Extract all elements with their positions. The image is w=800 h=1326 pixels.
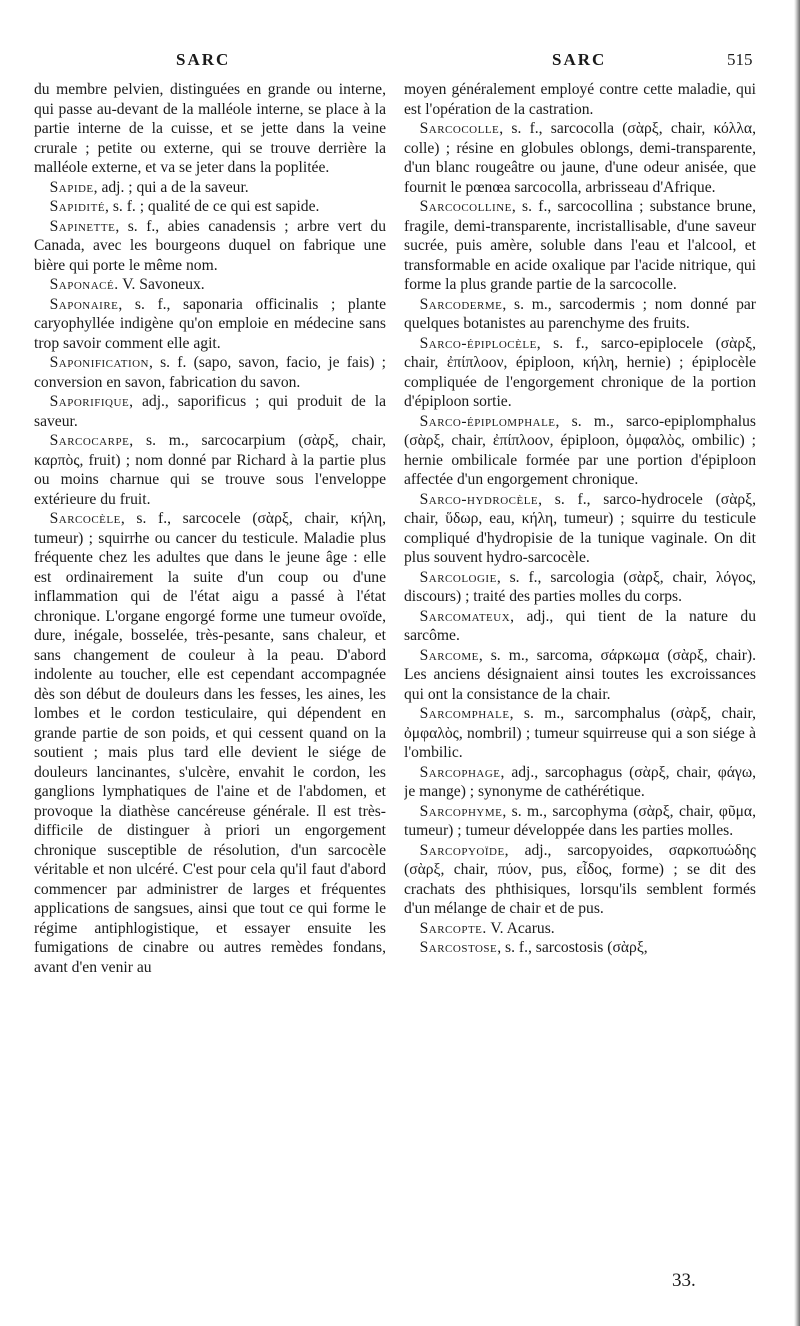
continued-text: [404, 80, 756, 119]
dictionary-entry: [404, 490, 756, 568]
entry-headword: Saponaire: [49, 295, 119, 313]
dictionary-entry: [34, 295, 386, 354]
right-column: [404, 80, 756, 1280]
entry-definition: , s. f., sarcocolla (σὰρξ, chair, κόλλα, colle) ; résine en globules oblongs, demi-transparente, d'un blanc rougeâtre ou jaune, d'une odeur anisée, que fournit le pœnœa sarcocolla, arbrisseau d'Afrique.: [404, 120, 756, 196]
entry-definition: , s. f. (sapo, savon, facio, je fais) ; conversion en savon, fabrication du savon.: [34, 354, 386, 391]
entry-headword: Sarcologie: [419, 568, 497, 586]
entry-headword: Sarcocèle: [49, 510, 121, 527]
entry-definition: moyen généralement employé contre cette maladie, qui est l'opération de la castration.: [404, 81, 756, 118]
running-head-left: SARC: [176, 50, 231, 69]
entry-definition: , s. m., sarcophyma (σὰρξ, chair, φῦμα, tumeur) ; tumeur développée dans les parties molles.: [404, 802, 756, 839]
entry-definition: , s. f., sarcocele (σὰρξ, chair, κήλη, tumeur) ; squirrhe ou cancer du testicule. Maladie plus fréquente chez les adultes que dans le jeune âge : elle est ordinairement la suite d'un coup ou d'une inflammation qui de l'état aigu a passé à l'état chronique. L'organe engorgé forme une tumeur ovoïde, dure, inégale, bosselée, très-pesante, sans chaleur, et sans changement de couleur à la peau. D'abord indolente au toucher, elle est cependant accompagnée dès son début de douleurs dans les fesses, les aines, les lombes et le cordon testiculaire, qui dépendent en grande partie de son poids, et qui cessent quand on la soutient ; mais plus tard elle devient le siége de douleurs lancinantes, s'ulcère, envahit le cordon, les ganglions lymphatiques de l'aine et de l'abdomen, et provoque la diathèse cancéreuse générale. Il est très-difficile de distinguer à priori un engorgement chronique susceptible de résolution, d'un sarcocèle véritable et non ulcéré. C'est pour cela qu'il faut d'abord commencer par administrer de larges et fréquentes applications de sangsues, ainsi que tout ce qui forme le régime antiphlogistique, et essayer ensuite les fumigations de cinabre ou autres remèdes fondans, avant d'en venir au: [34, 510, 386, 976]
entry-headword: Sarcomateux: [419, 607, 511, 625]
entry-definition: , adj., qui tient de la nature du sarcôme.: [404, 607, 756, 644]
entry-headword: Sapide: [49, 178, 94, 196]
signature-mark: 33.: [672, 1270, 696, 1291]
entry-headword: Saponacé.: [49, 276, 119, 293]
entry-headword: Saponification: [49, 354, 149, 371]
entry-headword: Sapinette: [49, 217, 116, 235]
dictionary-entry: [34, 509, 386, 977]
entry-headword: Sarcocarpe: [49, 432, 130, 449]
dictionary-entry: [404, 334, 756, 412]
entry-headword: Sarcophage: [419, 763, 501, 781]
entry-definition: , s. f., sarco-epiplocele (σὰρξ, chair, ἐπίπλοον, épiploon, κήλη, hernie) ; épiplocèle compliquée de l'engorgement chronique de la portion d'épiploon sortie.: [404, 334, 756, 410]
entry-headword: Sarcomphale: [419, 705, 510, 722]
entry-definition: , s. m., sarcomphalus (σὰρξ, chair, ὀμφαλὸς, nombril) ; tumeur squirreuse qui a son siége à l'ombilic.: [404, 705, 756, 761]
entry-headword: Sarcome: [419, 646, 479, 664]
entry-definition: , s. m., sarcodermis ; nom donné par quelques botanistes au parenchyme des fruits.: [404, 295, 756, 332]
dictionary-entry: [34, 178, 386, 198]
dictionary-entry: [404, 802, 756, 841]
entry-headword: Sapidité: [49, 198, 106, 215]
dictionary-entry: [34, 197, 386, 217]
entry-headword: Sarcopte.: [419, 919, 487, 937]
entry-definition: du membre pelvien, distinguées en grande ou interne, qui passe au-devant de la malléole interne, se place à la partie interne de la cuisse, et se jette dans la veine crurale ; petite ou externe, qui se trouve derrière la malléole externe, et va se jeter dans la poplitée.: [34, 81, 386, 176]
entry-definition: , s. f., sarco-hydrocele (σὰρξ, chair, ὕδωρ, eau, κήλη, tumeur) ; squirre du testicule compliqué d'hydropisie de la tunique vaginale. On dit plus souvent hydro-sarcocèle.: [404, 490, 756, 566]
entry-definition: , s. f., sarcostosis (σὰρξ,: [497, 939, 648, 956]
entry-headword: Sarcopyoïde: [419, 841, 505, 859]
dictionary-entry: [404, 412, 756, 490]
dictionary-entry: [404, 295, 756, 334]
entry-definition: , s. f. ; qualité de ce qui est sapide.: [105, 198, 320, 215]
entry-definition: V. Savoneux.: [118, 276, 205, 293]
scan-page-edge: [794, 0, 800, 1326]
entry-definition: , adj., sarcopyoides, σαρκοπυώδης (σὰρξ, chair, πύον, pus, εἶδος, forme) ; se dit des crachats des phthisiques, lorsqu'ils semblent formés d'un mélange de chair et de pus.: [404, 841, 756, 917]
entry-definition: , s. f., saponaria officinalis ; plante caryophyllée indigène qu'on emploie en médecine sans trop savoir comment elle agit.: [34, 295, 386, 352]
dictionary-entry: [404, 919, 756, 939]
entry-definition: , s. m., sarco-epiplomphalus (σὰρξ, chair, ἐπίπλοον, épiploon, ὀμφαλὸς, ombilic) ; hernie ombilicale formée par une portion d'épiploon affectée d'un engorgement chronique.: [404, 412, 756, 488]
entry-headword: Sarcocolline: [419, 198, 512, 215]
dictionary-entry: [404, 646, 756, 705]
running-head-right: SARC: [552, 50, 607, 69]
dictionary-entry: [34, 431, 386, 509]
entry-headword: Sarco-épiplocèle: [419, 334, 537, 352]
entry-definition: , s. f., abies canadensis ; arbre vert du Canada, avec les bourgeons duquel on fabrique une bière qui porte le même nom.: [34, 217, 386, 274]
entry-headword: Sarcocolle: [419, 120, 500, 137]
entry-headword: Sarcoderme: [419, 295, 503, 313]
page-number: 515: [727, 50, 753, 69]
dictionary-entry: [404, 704, 756, 763]
dictionary-entry: [34, 275, 386, 295]
entry-headword: Sarco-épiplomphale: [419, 412, 556, 430]
dictionary-entry: [404, 197, 756, 295]
dictionary-entry: [404, 763, 756, 802]
entry-definition: , s. f., sarcocollina ; substance brune, fragile, demi-transparente, incristallisable, d'une saveur sucrée, puis amère, soluble dans l'eau et l'alcool, et transformable en acide oxalique par l'acide nitrique, qui forme la plus grande partie de la sarcocolle.: [404, 198, 756, 293]
dictionary-entry: [404, 841, 756, 919]
entry-definition: , s. f., sarcologia (σὰρξ, chair, λόγος, discours) ; traité des parties molles du corps.: [404, 568, 756, 605]
entry-headword: Sarco-hydrocèle: [419, 490, 539, 508]
entry-definition: , s. m., sarcocarpium (σὰρξ, chair, καρπὸς, fruit) ; nom donné par Richard à la partie plus ou moins charnue qui se trouve sous l'enveloppe extérieure du fruit.: [34, 432, 386, 508]
entry-definition: V. Acarus.: [486, 919, 555, 937]
entry-headword: Sarcostose: [419, 939, 498, 956]
dictionary-entry: [404, 607, 756, 646]
entry-headword: Saporifique: [49, 393, 130, 410]
dictionary-entry: [404, 119, 756, 197]
entry-definition: , adj., saporificus ; qui produit de la saveur.: [34, 393, 386, 430]
dictionary-entry: [404, 568, 756, 607]
dictionary-entry: [404, 938, 756, 958]
entry-definition: , s. m., sarcoma, σάρκωμα (σὰρξ, chair). Les anciens désignaient ainsi toutes les excroissances qui ont la consistance de la chair.: [404, 646, 756, 703]
dictionary-entry: [34, 217, 386, 276]
entry-definition: , adj. ; qui a de la saveur.: [93, 178, 249, 196]
dictionary-entry: [34, 353, 386, 392]
entry-headword: Sarcophyme: [419, 802, 503, 820]
continued-text: [34, 80, 386, 178]
entry-definition: , adj., sarcophagus (σὰρξ, chair, φάγω, je mange) ; synonyme de cathérétique.: [404, 763, 756, 800]
left-column: [34, 80, 386, 1280]
dictionary-entry: [34, 392, 386, 431]
